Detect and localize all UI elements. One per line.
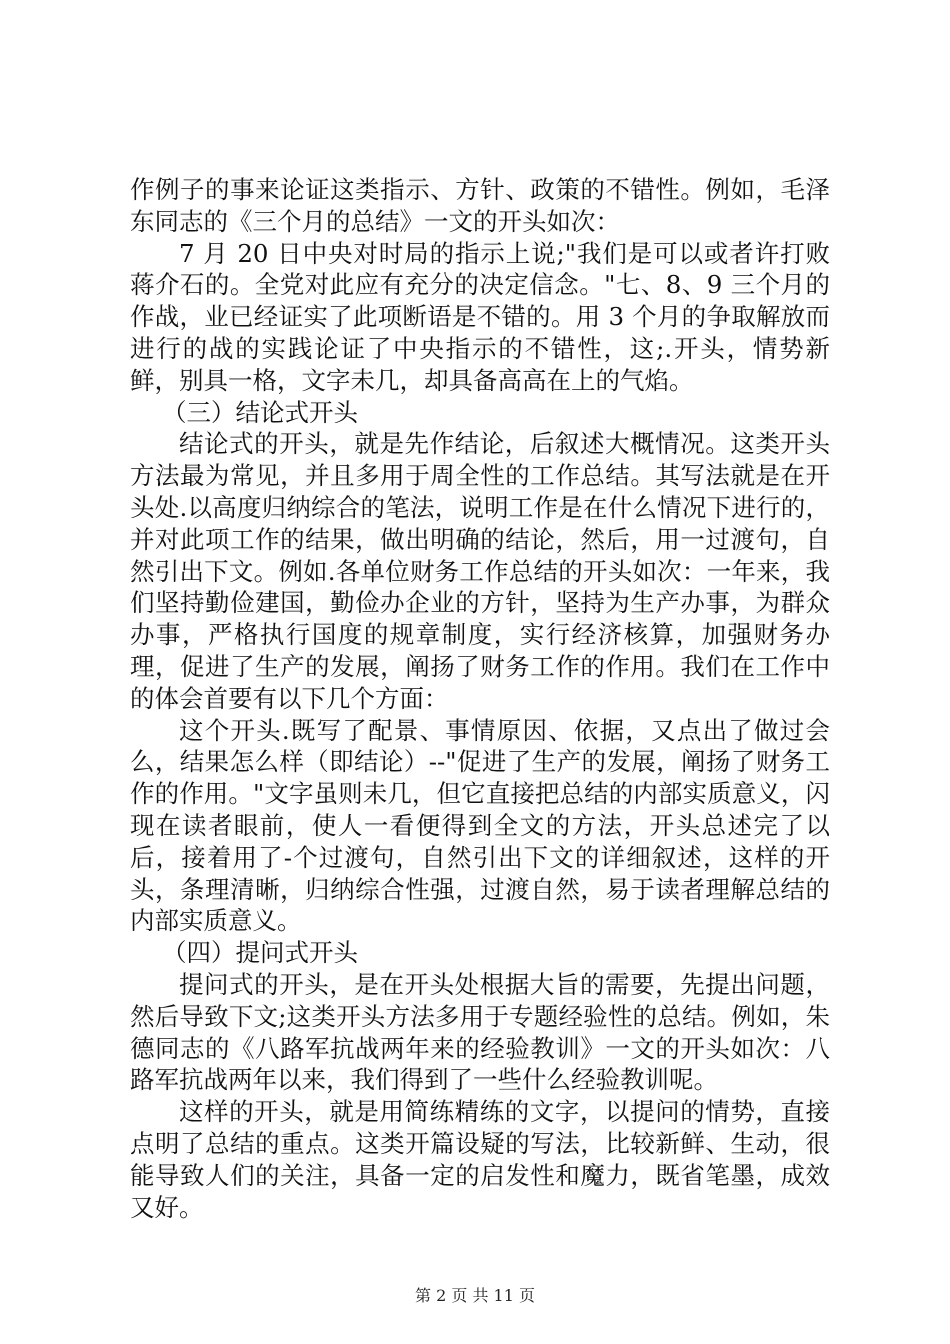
- paragraph-7: 提问式的开头，是在开头处根据大旨的需要，先提出问题，然后导致下文;这类开头方法多用于专题经验性的总结。例如，朱德同志的《八路军抗战两年来的经验教训》一文的开头如次：八路军抗战两年以来，我们得到了一些什么经验教训呢。: [130, 969, 830, 1095]
- section-heading-4: （四）提问式开头: [162, 938, 358, 968]
- body-text: [130, 174, 830, 1223]
- paragraph-1: 作例子的事来论证这类指示、方针、政策的不错性。例如，毛泽东同志的《三个月的总结》一文的开头如次：: [130, 175, 830, 236]
- paragraph-5: 这个开头.既写了配景、事情原因、依据，又点出了做过会么，结果怎么样（即结论）--"促进了生产的发展，阐扬了财务工作的作用。"文字虽则未几，但它直接把总结的内部实质意义，闪现在读者眼前，使人一看便得到全文的方法，开头总述完了以后，接着用了-个过渡句，自然引出下文的详细叙述，这样的开头，条理清晰，归纳综合性强，过渡自然，易于读者理解总结的内部实质意义。: [130, 715, 830, 936]
- section-heading-3: （三）结论式开头: [162, 397, 358, 427]
- page-footer: 第 2 页 共 11 页: [415, 1286, 535, 1305]
- paragraph-8: 这样的开头，就是用简练精练的文字，以提问的情势，直接点明了总结的重点。这类开篇设疑的写法，比较新鲜、生动，很能导致人们的关注，具备一定的启发性和魔力，既省笔墨，成效又好。: [130, 1097, 830, 1222]
- paragraph-2: 7 月 20 日中央对时局的指示上说;"我们是可以或者许打败蒋介石的。全党对此应有充分的决定信念。"七、8、9 三个月的作战，业已经证实了此项断语是不错的。用 3 个月的争取解放而进行的战的实践论证了中央指示的不错性，这;.开头，情势新鲜，别具一格，文字未几，却具备高高在上的气焰。: [130, 238, 830, 395]
- paragraph-4: 结论式的开头，就是先作结论，后叙述大概情况。这类开头方法最为常见，并且多用于周全性的工作总结。其写法就是在开头处.以高度归纳综合的笔法，说明工作是在什么情况下进行的，并对此项工作的结果，做出明确的结论，然后，用一过渡句，自然引出下文。例如.各单位财务工作总结的开头如次：一年来，我们坚持勤俭建国，勤俭办企业的方针，坚持为生产办事，为群众办事，严格执行国度的规章制度，实行经济核算，加强财务办理，促进了生产的发展，阐扬了财务工作的作用。我们在工作中的体会首要有以下几个方面：: [130, 429, 830, 713]
